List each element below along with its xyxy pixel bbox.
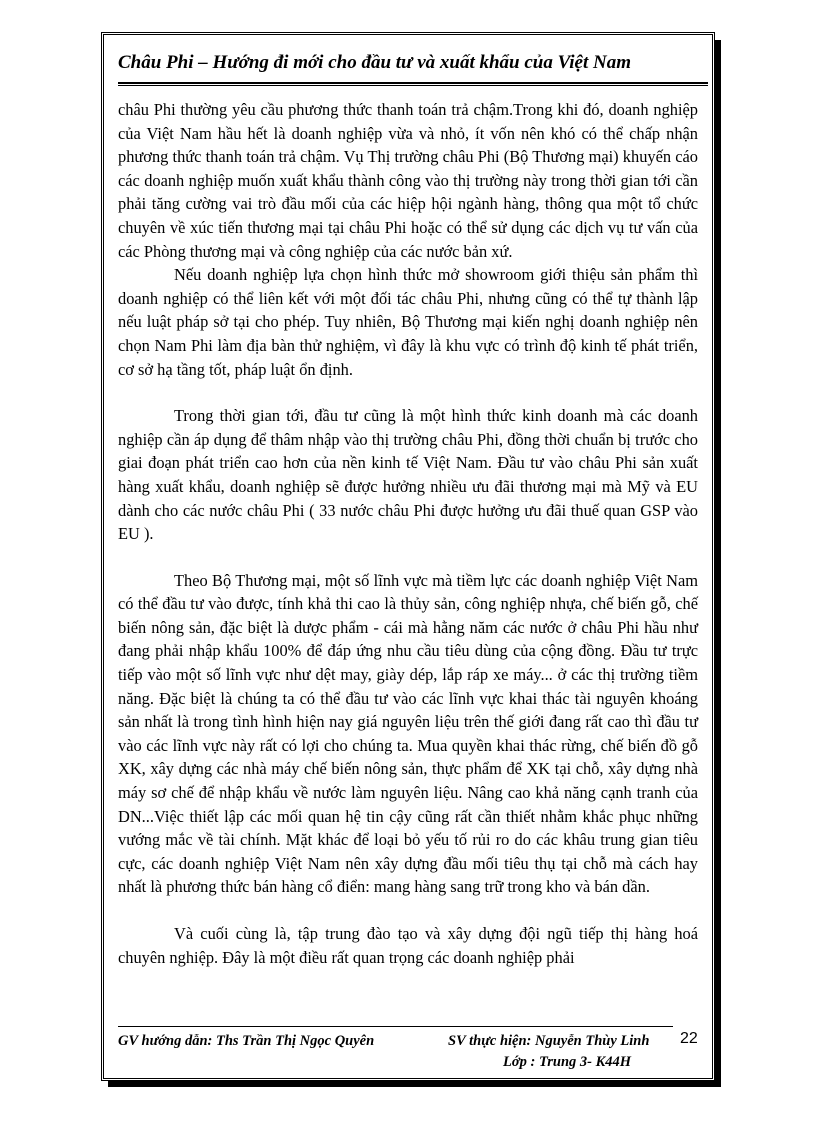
header-title: Châu Phi – Hướng đi mới cho đầu tư và xuất khẩu của Việt Nam (118, 52, 631, 73)
paragraph-3: Trong thời gian tới, đầu tư cũng là một hình thức kinh doanh mà các doanh nghiệp cần áp dụng để thâm nhập vào thị trường châu Phi, đồng thời chuẩn bị trước cho giai đoạn phát triển cao hơn của nền kinh tế Việt Nam. Đầu tư vào châu Phi sản xuất hàng xuất khẩu, doanh nghiệp sẽ được hưởng nhiều ưu đãi thương mại mà Mỹ và EU dành cho các nước châu Phi ( 33 nước châu Phi được hưởng ưu đãi thuế quan GSP vào EU ). (118, 406, 698, 544)
paragraph-5: Và cuối cùng là, tập trung đào tạo và xây dựng đội ngũ tiếp thị hàng hoá chuyên nghiệp. Đây là một điều rất quan trọng các doanh nghiệp phải (118, 924, 698, 967)
footer-rule (118, 1026, 673, 1027)
paragraph-4: Theo Bộ Thương mại, một số lĩnh vực mà tiềm lực các doanh nghiệp Việt Nam có thể đầu tư vào được, tính khả thi cao là thủy sản, công nghiệp nhựa, chế biến gỗ, chế biến nông sản, đặc biệt là dược phẩm - cái mà hằng năm các nước ở châu Phi hầu như đang phải nhập khẩu 100% để đáp ứng nhu cầu tiêu dùng của cộng đồng. Đầu tư trực tiếp vào một số lĩnh vực như dệt may, giày dép, lắp ráp xe máy... ở các thị trường tiềm năng. Đặc biệt là chúng ta có thể đầu tư vào các lĩnh vực khai thác tài nguyên khoáng sản nhất là trong tình hình hiện nay giá nguyên liệu trên thế giới đang rất cao thì đầu tư vào các lĩnh vực này rất có lợi cho chúng ta. Mua quyền khai thác rừng, chế biến đồ gỗ XK, xây dựng các nhà máy chế biến nông sản, thực phẩm để XK tại chỗ, xây dựng nhà máy sơ chế để nhập khẩu về nước làm nguyên liệu. Nâng cao khả năng cạnh tranh của DN...Việc thiết lập các mối quan hệ tin cậy cũng rất cần thiết nhằm khắc phục những vướng mắc về tài chính. Mặt khác để loại bỏ yếu tố rủi ro do các khâu trung gian tiêu cực, các doanh nghiệp Việt Nam nên xây dựng đầu mối tiêu thụ tại chỗ mà cách hay nhất là phương thức bán hàng cổ điển: mang hàng sang trữ trong kho và bán dần. (118, 570, 698, 897)
paragraph-1: châu Phi thường yêu cầu phương thức thanh toán trả chậm.Trong khi đó, doanh nghiệp của Việt Nam hầu hết là doanh nghiệp vừa và nhỏ, ít vốn nên khó có thể chấp nhận phương thức thanh toán trả chậm. Vụ Thị trường châu Phi (Bộ Thương mại) khuyến cáo các doanh nghiệp muốn xuất khẩu thành công vào thị trường này trong thời gian tới cần phải tăng cường vai trò đầu mối của các hiệp hội ngành hàng, thông qua một tổ chức chuyên về xúc tiến thương mại tại châu Phi hoặc có thể sử dụng các dịch vụ tư vấn của các Phòng thương mại và công nghiệp của các nước bản xứ. (118, 100, 698, 261)
footer-advisor: GV hướng dẫn: Ths Trần Thị Ngọc Quyên (118, 1033, 375, 1049)
footer-class: Lớp : Trung 3- K44H (503, 1054, 632, 1070)
paragraph-2: Nếu doanh nghiệp lựa chọn hình thức mở showroom giới thiệu sản phẩm thì doanh nghiệp có thể liên kết với một đối tác châu Phi, nhưng cũng có thể tự thành lập nếu luật pháp sở tại cho phép. Tuy nhiên, Bộ Thương mại kiến nghị doanh nghiệp nên chọn Nam Phi làm địa bàn thử nghiệm, vì đây là khu vực có trình độ kinh tế phát triển, cơ sở hạ tầng tốt, pháp luật ổn định. (118, 265, 698, 379)
page-border-shadow-right (715, 40, 721, 1087)
page-border-shadow-bottom (108, 1081, 721, 1087)
header-rule (118, 82, 708, 86)
footer-student: SV thực hiện: Nguyễn Thùy Linh (448, 1033, 650, 1049)
page-number: 22 (680, 1030, 698, 1047)
body-text (118, 98, 698, 969)
